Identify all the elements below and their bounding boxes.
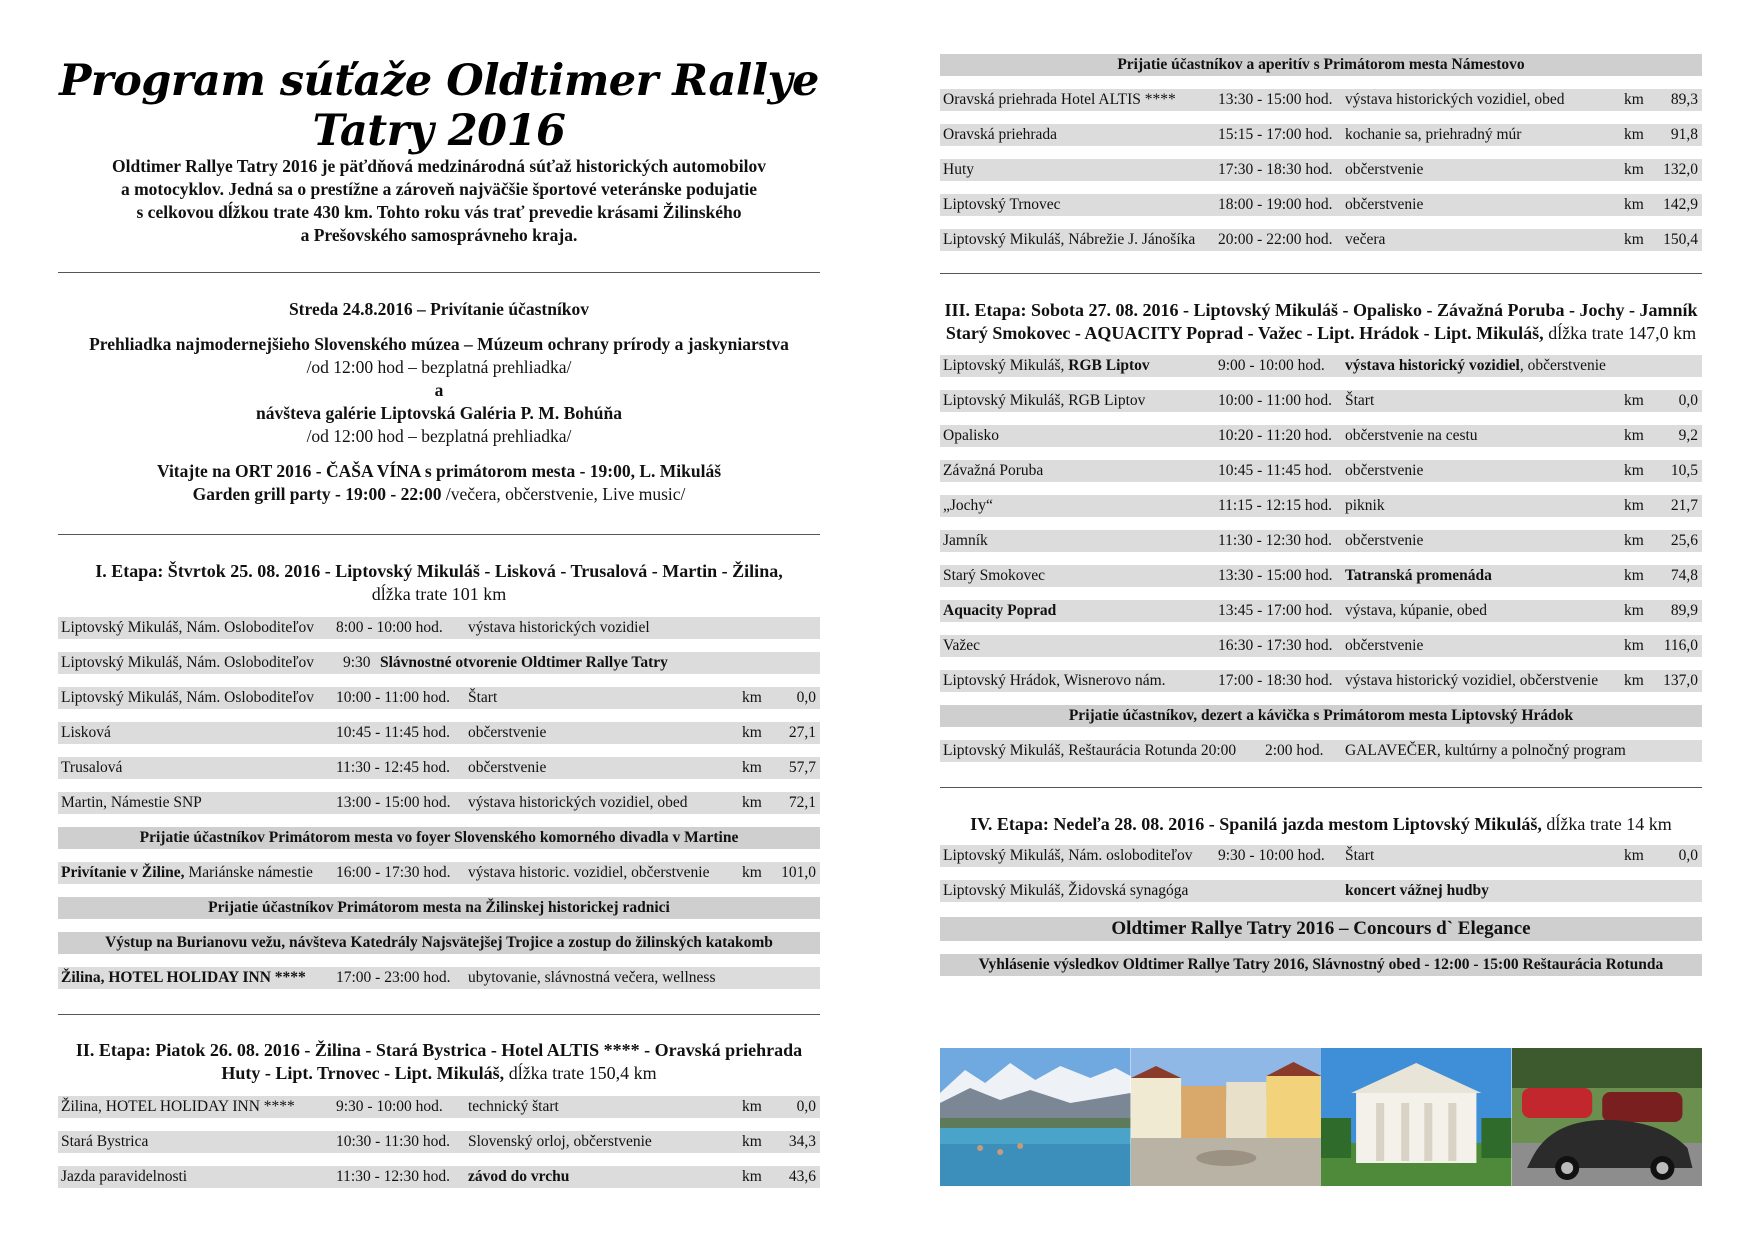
concours-banner: Oldtimer Rallye Tatry 2016 – Concours d` Elegance [940, 917, 1702, 941]
stage1-heading [58, 560, 820, 606]
divider [940, 787, 1702, 788]
row-place-bold: Privítanie v Žiline, [61, 864, 185, 881]
table-row [58, 652, 820, 674]
table-row [940, 390, 1702, 412]
row-km-value: 72,1 [788, 794, 816, 811]
row-km-value: 116,0 [1663, 637, 1698, 654]
aquacity-photo [940, 1048, 1131, 1186]
row-time: 11:30 - 12:30 hod. [336, 1168, 450, 1185]
row-km-label: km [742, 1168, 762, 1185]
row-place [943, 495, 993, 517]
stage3-heading-line2 [940, 322, 1702, 345]
row-desc: občerstvenie [1345, 196, 1424, 213]
row-place: Trusalová [61, 759, 123, 776]
row-time: 10:00 - 11:00 hod. [1218, 392, 1332, 409]
stage4-heading-bold: IV. Etapa: Nedeľa 28. 08. 2016 - Spanilá jazda mestom Liptovský Mikuláš, [970, 814, 1542, 834]
row-km-label: km [1624, 462, 1644, 479]
row-place: Liptovský Mikuláš, Nám. Osloboditeľov [61, 689, 314, 706]
row-desc-text: , občerstvenie [1519, 357, 1606, 374]
row-km-value: 0,0 [796, 1098, 816, 1115]
wednesday-section [58, 298, 820, 506]
row-desc-bold: výstava historický vozidiel [1345, 357, 1520, 374]
row-time: 10:45 - 11:45 hod. [336, 724, 450, 741]
row-desc [1345, 530, 1423, 552]
row-place-rest: Mariánske námestie [184, 864, 313, 881]
row-km-label: km [1624, 497, 1644, 514]
reception-band: Prijatie účastníkov Primátorom mesta na Žilinskej historickej radnici [58, 897, 820, 919]
row-desc [1345, 565, 1492, 587]
row-km-value: 89,9 [1670, 602, 1698, 619]
row-desc: výstava historických vozidiel [468, 619, 650, 636]
building-photo [1321, 1048, 1512, 1186]
row-place [943, 600, 1056, 622]
table-row [58, 792, 820, 814]
row-place [943, 355, 1150, 377]
row-time: 11:15 - 12:15 hod. [1218, 497, 1332, 514]
row-km-label: km [742, 724, 762, 741]
row-desc-bold: Tatranská promenáda [1345, 567, 1492, 584]
table-row [940, 425, 1702, 447]
row-place-text: Liptovský Hrádok, Wisnerovo nám. [943, 672, 1166, 689]
row-desc: občerstvenie [1345, 161, 1424, 178]
row-km-label: km [1624, 126, 1644, 143]
intro-line: Oldtimer Rallye Tatry 2016 je päťdňová medzinárodná súťaž historických automobilov [112, 156, 766, 176]
gallery-line: návšteva galérie Liptovská Galéria P. M. Bohúňa [256, 403, 622, 423]
table-row [940, 530, 1702, 552]
intro-paragraph [58, 155, 820, 247]
row-place-bold: RGB Liptov [1068, 357, 1150, 374]
row-time: 13:45 - 17:00 hod. [1218, 602, 1333, 619]
row-km-label: km [1624, 672, 1644, 689]
table-row [940, 229, 1702, 251]
row-place: Žilina, HOTEL HOLIDAY INN **** [61, 1098, 295, 1115]
row-desc: výstava historic. vozidiel, občerstvenie [468, 864, 710, 881]
stage1-heading-bold: I. Etapa: Štvrtok 25. 08. 2016 - Liptovský Mikuláš - Lisková - Trusalová - Martin - Žilina, [95, 561, 783, 581]
row-desc-text: piknik [1345, 497, 1385, 514]
row-km-value: 25,6 [1670, 532, 1698, 549]
row-km-value: 9,2 [1678, 427, 1698, 444]
row-km-value: 43,6 [788, 1168, 816, 1185]
row-desc: výstava historických vozidiel, obed [1345, 91, 1565, 108]
table-row [58, 757, 820, 779]
row-desc [1345, 355, 1606, 377]
row-desc [1345, 495, 1385, 517]
row-place-text: Liptovský Mikuláš, RGB Liptov [943, 392, 1146, 409]
row-desc [1345, 390, 1374, 412]
row-place: Liptovský Mikuláš, Reštaurácia Rotunda 20:00 [943, 742, 1237, 759]
table-row [58, 1096, 820, 1118]
row-desc: koncert vážnej hudby [1345, 882, 1489, 899]
row-km-value: 150,4 [1663, 231, 1698, 248]
table-row [58, 1166, 820, 1188]
row-km-label: km [1624, 231, 1644, 248]
row-km-label: km [1624, 196, 1644, 213]
row-desc [1345, 425, 1478, 447]
row-km-value: 10,5 [1670, 462, 1698, 479]
intro-line: s celkovou dĺžkou trate 430 km. Tohto roku vás trať prevedie krásami Žilinského [136, 202, 742, 222]
row-place-text: Jamník [943, 532, 988, 549]
row-km-label: km [1624, 567, 1644, 584]
row-time: 13:00 - 15:00 hod. [336, 794, 451, 811]
row-desc-text: výstava historický vozidiel, občerstvenie [1345, 672, 1599, 689]
row-place-text: Važec [943, 637, 980, 654]
row-km-label: km [742, 794, 762, 811]
row-km-value: 142,9 [1663, 196, 1698, 213]
row-place: Liptovský Trnovec [943, 196, 1061, 213]
stage3-heading-line1: III. Etapa: Sobota 27. 08. 2016 - Liptovský Mikuláš - Opalisko - Závažná Poruba - Jochy - Jamník [944, 300, 1698, 320]
results-band: Vyhlásenie výsledkov Oldtimer Rallye Tatry 2016, Slávnostný obed - 12:00 - 15:00 Reštaurácia Rotunda [940, 954, 1702, 976]
row-place: Oravská priehrada Hotel ALTIS **** [943, 91, 1176, 108]
stage2-heading-line2 [58, 1062, 820, 1085]
row-desc: Slovenský orloj, občerstvenie [468, 1133, 652, 1150]
stage2-heading [58, 1039, 820, 1085]
row-time: 16:30 - 17:30 hod. [1218, 637, 1333, 654]
row-km-value: 91,8 [1670, 126, 1698, 143]
town-square-photo [1131, 1048, 1322, 1186]
table-row [940, 460, 1702, 482]
table-row [58, 862, 820, 884]
row-desc: Štart [468, 689, 498, 706]
row-place-text: Starý Smokovec [943, 567, 1046, 584]
table-row [940, 845, 1702, 867]
table-row [940, 880, 1702, 902]
row-place: Liptovský Mikuláš, Židovská synagóga [943, 882, 1189, 899]
stage1-heading-rest: dĺžka trate 101 km [371, 584, 507, 604]
row-desc-text: občerstvenie na cestu [1345, 427, 1478, 444]
row-place: Žilina, HOTEL HOLIDAY INN **** [61, 969, 306, 986]
row-desc [1345, 460, 1423, 482]
row-place [943, 670, 1166, 692]
row-place: Liptovský Mikuláš, Nám. osloboditeľov [943, 847, 1193, 864]
table-row [58, 687, 820, 709]
row-place [943, 425, 999, 447]
row-place [943, 390, 1145, 412]
row-time: 9:30 - 10:00 hod. [336, 1098, 443, 1115]
row-time: 13:30 - 15:00 hod. [1218, 567, 1333, 584]
row-time: 16:00 - 17:30 hod. [336, 864, 451, 881]
row-place: Oravská priehrada [943, 126, 1058, 143]
row-desc: kochanie sa, priehradný múr [1345, 126, 1522, 143]
row-km-value: 101,0 [781, 864, 816, 881]
aperitif-band: Prijatie účastníkov a aperitív s Primátorom mesta Námestovo [940, 54, 1702, 76]
museum-note: /od 12:00 hod – bezplatná prehliadka/ [306, 357, 572, 377]
row-km-label: km [742, 689, 762, 706]
row-km-label: km [742, 1098, 762, 1115]
tour-band: Výstup na Burianovu vežu, návšteva Katedrály Najsvätejšej Trojice a zostup do žilinských katakomb [58, 932, 820, 954]
row-km-value: 132,0 [1663, 161, 1698, 178]
divider [58, 1014, 820, 1015]
row-km-value: 21,7 [1670, 497, 1698, 514]
row-km-label: km [1624, 847, 1644, 864]
row-desc: GALAVEČER, kultúrny a polnočný program [1345, 742, 1626, 759]
divider [58, 272, 820, 273]
row-desc-text: občerstvenie [1345, 462, 1424, 479]
row-time: 10:45 - 11:45 hod. [1218, 462, 1332, 479]
row-desc: Slávnostné otvorenie Oldtimer Rallye Tatry [380, 654, 668, 671]
photo-strip [940, 1048, 1702, 1186]
stage2-heading-line2-rest: dĺžka trate 150,4 km [504, 1063, 657, 1083]
garden-party-rest: /večera, občerstvenie, Live music/ [441, 484, 686, 504]
welcome-line: Vitajte na ORT 2016 - ČAŠA VÍNA s primátorom mesta - 19:00, L. Mikuláš [156, 461, 722, 481]
row-desc [1345, 635, 1423, 657]
row-place: Huty [943, 161, 974, 178]
table-row [940, 124, 1702, 146]
row-desc-text: občerstvenie [1345, 532, 1424, 549]
stage4-heading [940, 813, 1702, 836]
row-place [943, 460, 1043, 482]
row-km-value: 0,0 [796, 689, 816, 706]
row-km-label: km [1624, 602, 1644, 619]
row-time: 18:00 - 19:00 hod. [1218, 196, 1333, 213]
row-place: Liptovský Mikuláš, Nám. Osloboditeľov [61, 619, 314, 636]
row-desc-text: občerstvenie [1345, 637, 1424, 654]
row-km-value: 74,8 [1670, 567, 1698, 584]
row-time: 15:15 - 17:00 hod. [1218, 126, 1333, 143]
intro-line: a motocyklov. Jedná sa o prestížne a zároveň najväčšie športové veteránske podujatie [120, 179, 758, 199]
divider [940, 273, 1702, 274]
row-desc: občerstvenie [468, 724, 547, 741]
row-time: 10:00 - 11:00 hod. [336, 689, 450, 706]
row-time: 17:30 - 18:30 hod. [1218, 161, 1333, 178]
row-km-label: km [1624, 161, 1644, 178]
row-place-text: Liptovský Mikuláš, [943, 357, 1069, 374]
row-place [943, 530, 988, 552]
and-line: a [434, 380, 444, 400]
row-place: Liptovský Mikuláš, Nábrežie J. Jánošíka [943, 231, 1196, 248]
row-place [943, 635, 980, 657]
row-place-text: Závažná Poruba [943, 462, 1044, 479]
table-row [940, 740, 1702, 762]
row-place: Liptovský Mikuláš, Nám. Osloboditeľov [61, 654, 314, 671]
row-km-value: 34,3 [788, 1133, 816, 1150]
row-km-label: km [742, 1133, 762, 1150]
row-km-label: km [742, 864, 762, 881]
row-desc [1345, 670, 1598, 692]
row-place: Lisková [61, 724, 111, 741]
table-row [940, 194, 1702, 216]
row-place: Stará Bystrica [61, 1133, 149, 1150]
row-desc: Štart [1345, 847, 1375, 864]
table-row [58, 967, 820, 989]
table-row [940, 670, 1702, 692]
row-km-value: 137,0 [1663, 672, 1698, 689]
stage3-heading-line2-bold: Starý Smokovec - AQUACITY Poprad - Važec - Lipt. Hrádok - Lipt. Mikuláš, [945, 323, 1544, 343]
row-time: 8:00 - 10:00 hod. [336, 619, 443, 636]
row-place [943, 565, 1045, 587]
row-km-label: km [1624, 392, 1644, 409]
stage2-heading-line1: II. Etapa: Piatok 26. 08. 2016 - Žilina - Stará Bystrica - Hotel ALTIS **** - Oravská priehrada [75, 1040, 803, 1060]
row-desc: občerstvenie [468, 759, 547, 776]
vintage-cars-photo [1512, 1048, 1703, 1186]
row-time: 20:00 - 22:00 hod. [1218, 231, 1333, 248]
row-time: 9:30 - 10:00 hod. [1218, 847, 1325, 864]
row-desc-text: Štart [1345, 392, 1375, 409]
table-row [940, 159, 1702, 181]
stage4-heading-rest: dĺžka trate 14 km [1541, 814, 1672, 834]
row-place-bold: Aquacity Poprad [943, 602, 1057, 619]
row-time: 17:00 - 18:30 hod. [1218, 672, 1333, 689]
table-row [940, 355, 1702, 377]
table-row [940, 635, 1702, 657]
reception-band: Prijatie účastníkov Primátorom mesta vo foyer Slovenského komorného divadla v Martine [58, 827, 820, 849]
row-desc: výstava historických vozidiel, obed [468, 794, 688, 811]
gallery-note: /od 12:00 hod – bezplatná prehliadka/ [306, 426, 572, 446]
row-place-text: Opalisko [943, 427, 999, 444]
row-time: 11:30 - 12:45 hod. [336, 759, 450, 776]
table-row [58, 617, 820, 639]
intro-line: a Prešovského samosprávneho kraja. [300, 225, 578, 245]
row-time: 10:30 - 11:30 hod. [336, 1133, 450, 1150]
table-row [940, 89, 1702, 111]
row-km-value: 0,0 [1678, 847, 1698, 864]
row-place-text: „Jochy“ [943, 497, 993, 514]
table-row [940, 565, 1702, 587]
row-desc [1345, 600, 1487, 622]
row-km-label: km [1624, 532, 1644, 549]
row-place [61, 862, 313, 884]
wednesday-heading: Streda 24.8.2016 – Privítanie účastníkov [288, 299, 590, 319]
table-row [58, 722, 820, 744]
row-km-label: km [1624, 427, 1644, 444]
row-time: 17:00 - 23:00 hod. [336, 969, 451, 986]
page-title: Program súťaže Oldtimer Rallye Tatry 2016 [59, 56, 819, 156]
row-time: 2:00 hod. [1265, 742, 1324, 759]
row-km-label: km [1624, 637, 1644, 654]
row-km-value: 57,7 [788, 759, 816, 776]
row-km-value: 0,0 [1678, 392, 1698, 409]
table-row [940, 600, 1702, 622]
row-desc: závod do vrchu [468, 1168, 570, 1185]
divider [58, 534, 820, 535]
row-km-value: 89,3 [1670, 91, 1698, 108]
row-time: 9:30 [343, 654, 371, 671]
row-time: 11:30 - 12:30 hod. [1218, 532, 1332, 549]
row-desc: ubytovanie, slávnostná večera, wellness [468, 969, 716, 986]
row-km-value: 27,1 [788, 724, 816, 741]
table-row [58, 1131, 820, 1153]
museum-line: Prehliadka najmodernejšieho Slovenského múzea – Múzeum ochrany prírody a jaskyniarstva [89, 334, 789, 354]
row-desc: technický štart [468, 1098, 559, 1115]
garden-party-line [58, 483, 820, 506]
row-time: 13:30 - 15:00 hod. [1218, 91, 1333, 108]
row-time: 10:20 - 11:20 hod. [1218, 427, 1332, 444]
row-time: 9:00 - 10:00 hod. [1218, 357, 1325, 374]
garden-party-bold: Garden grill party - 19:00 - 22:00 [192, 484, 442, 504]
stage3-heading-line2-rest: dĺžka trate 147,0 km [1543, 323, 1697, 343]
row-desc-text: výstava, kúpanie, obed [1345, 602, 1488, 619]
stage2-heading-line2-bold: Huty - Lipt. Trnovec - Lipt. Mikuláš, [221, 1063, 505, 1083]
row-km-label: km [742, 759, 762, 776]
stage3-heading [940, 299, 1702, 345]
row-desc: večera [1345, 231, 1386, 248]
dessert-band: Prijatie účastníkov, dezert a kávička s Primátorom mesta Liptovský Hrádok [940, 705, 1702, 727]
row-km-label: km [1624, 91, 1644, 108]
row-place: Jazda paravidelnosti [61, 1168, 188, 1185]
table-row [940, 495, 1702, 517]
row-place: Martin, Námestie SNP [61, 794, 202, 811]
